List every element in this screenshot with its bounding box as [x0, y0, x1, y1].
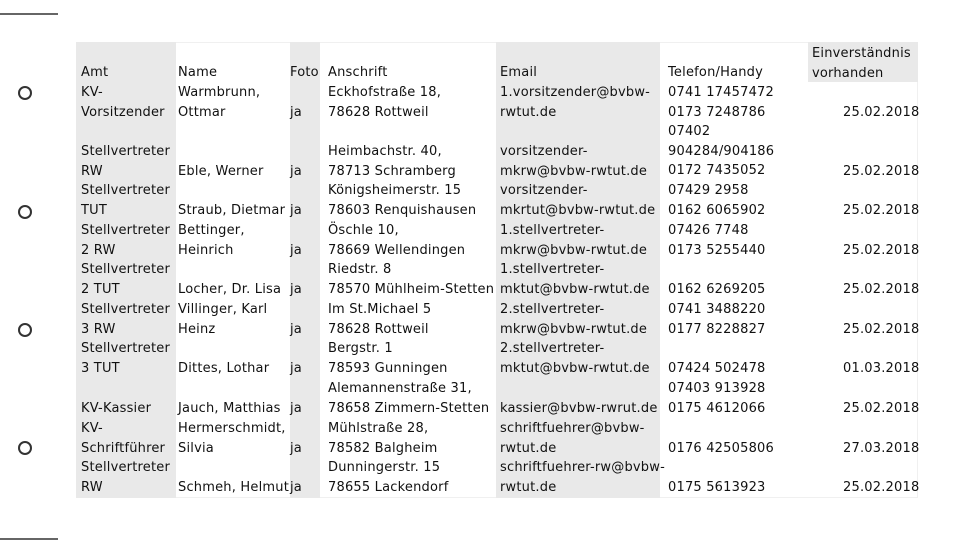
- header-name: Name: [178, 65, 218, 80]
- header-email: Email: [500, 65, 538, 80]
- cell-foto: ja: [290, 164, 302, 179]
- cell-foto: ja: [290, 361, 302, 376]
- cell-email: 1.vorsitzender@bvbw- rwtut.de: [500, 85, 651, 120]
- cell-foto: ja: [290, 282, 302, 297]
- cell-email: 1.stellvertreter- mkrw@bvbw-rwtut.de: [500, 223, 648, 258]
- cell-anschrift: Dunningerstr. 15 78655 Lackendorf: [328, 460, 449, 495]
- cell-foto: ja: [290, 105, 302, 120]
- cell-amt: Stellvertreter TUT: [81, 183, 171, 218]
- cell-foto: ja: [290, 322, 302, 337]
- cell-foto: ja: [290, 441, 302, 456]
- cell-datum: 25.02.2018: [843, 282, 920, 297]
- cell-datum: 25.02.2018: [843, 480, 920, 495]
- header-foto: Foto: [290, 65, 319, 80]
- cell-amt: Stellvertreter 3 TUT: [81, 341, 171, 376]
- cell-email: schriftfuehrer@bvbw- rwtut.de: [500, 421, 645, 456]
- cell-name: Jauch, Matthias: [178, 401, 281, 416]
- cell-telefon: 0741 17457472 0173 7248786: [668, 85, 774, 120]
- cell-telefon: 0741 3488220 0177 8228827: [668, 302, 766, 337]
- cell-datum: 25.02.2018: [843, 164, 920, 179]
- cell-amt: KV-Kassier: [81, 401, 152, 416]
- cell-datum: 25.02.2018: [843, 105, 920, 120]
- punch-hole-icon: [18, 205, 32, 219]
- cell-name: Straub, Dietmar: [178, 203, 286, 218]
- cell-datum: 25.02.2018: [843, 322, 920, 337]
- cell-email: 2.stellvertreter- mktut@bvbw-rwtut.de: [500, 341, 650, 376]
- cell-amt: Stellvertreter RW: [81, 144, 171, 179]
- cell-amt: KV- Vorsitzender: [81, 85, 165, 120]
- cell-anschrift: Bergstr. 1 78593 Gunningen: [328, 341, 448, 376]
- cell-amt: KV- Schriftführer: [81, 421, 166, 456]
- cell-email: 2.stellvertreter- mkrw@bvbw-rwtut.de: [500, 302, 648, 337]
- cell-datum: 25.02.2018: [843, 203, 920, 218]
- cell-datum: 25.02.2018: [843, 243, 920, 258]
- cell-name: Schmeh, Helmut: [178, 480, 289, 495]
- cell-anschrift: Königsheimerstr. 15 78603 Renquishausen: [328, 183, 477, 218]
- cell-telefon: 0175 5613923: [668, 480, 766, 495]
- cell-datum: 27.03.2018: [843, 441, 920, 456]
- cell-email: 1.stellvertreter- mktut@bvbw-rwtut.de: [500, 262, 650, 297]
- cell-datum: 01.03.2018: [843, 361, 920, 376]
- cell-telefon: 07429 2958 0162 6065902: [668, 183, 766, 218]
- cell-anschrift: Eckhofstraße 18, 78628 Rottweil: [328, 85, 442, 120]
- punch-hole-icon: [18, 441, 32, 455]
- cell-email: schriftfuehrer-rw@bvbw- rwtut.de: [500, 460, 665, 495]
- cell-anschrift: Öschle 10, 78669 Wellendingen: [328, 223, 466, 258]
- cell-name: Eble, Werner: [178, 164, 264, 179]
- cell-anschrift: Heimbachstr. 40, 78713 Schramberg: [328, 144, 456, 179]
- cell-foto: ja: [290, 203, 302, 218]
- cell-name: Dittes, Lothar: [178, 361, 270, 376]
- cell-telefon: 07402 904284/904186 0172 7435052: [668, 124, 775, 179]
- punch-hole-icon: [18, 323, 32, 337]
- cell-email: vorsitzender- mkrtut@bvbw-rwtut.de: [500, 183, 656, 218]
- cell-email: vorsitzender- mkrw@bvbw-rwtut.de: [500, 144, 648, 179]
- cell-telefon: 0162 6269205: [668, 282, 766, 297]
- cell-name: Warmbrunn, Ottmar: [178, 85, 261, 120]
- cell-amt: Stellvertreter RW: [81, 460, 171, 495]
- binder-margin: [0, 0, 58, 540]
- cell-telefon: 0176 42505806: [668, 441, 774, 456]
- cell-anschrift: Riedstr. 8 78570 Mühlheim-Stetten: [328, 262, 495, 297]
- cell-anschrift: Mühlstraße 28, 78582 Balgheim: [328, 421, 438, 456]
- cell-anschrift: Im St.Michael 5 78628 Rottweil: [328, 302, 432, 337]
- cell-amt: Stellvertreter 2 RW: [81, 223, 171, 258]
- cell-telefon: 07426 7748 0173 5255440: [668, 223, 766, 258]
- cell-name: Hermerschmidt, Silvia: [178, 421, 286, 456]
- cell-email: kassier@bvbw-rwrut.de: [500, 401, 658, 416]
- cell-name: Bettinger, Heinrich: [178, 223, 245, 258]
- cell-amt: Stellvertreter 2 TUT: [81, 262, 171, 297]
- cell-datum: 25.02.2018: [843, 401, 920, 416]
- cell-foto: ja: [290, 401, 302, 416]
- cell-name: Locher, Dr. Lisa: [178, 282, 282, 297]
- binder-top-line: [0, 13, 58, 15]
- header-anschrift: Anschrift: [328, 65, 388, 80]
- cell-name: Villinger, Karl Heinz: [178, 302, 268, 337]
- cell-amt: Stellvertreter 3 RW: [81, 302, 171, 337]
- contact-table: [76, 42, 918, 498]
- header-amt: Amt: [81, 65, 109, 80]
- cell-telefon: 07424 502478: [668, 361, 766, 376]
- cell-foto: ja: [290, 480, 302, 495]
- cell-foto: ja: [290, 243, 302, 258]
- header-einverstaendnis: Einverständnis vorhanden: [812, 46, 911, 81]
- punch-hole-icon: [18, 86, 32, 100]
- cell-anschrift: Alemannenstraße 31, 78658 Zimmern-Stetten: [328, 381, 490, 416]
- cell-telefon: 07403 913928 0175 4612066: [668, 381, 766, 416]
- header-telefon: Telefon/Handy: [668, 65, 764, 80]
